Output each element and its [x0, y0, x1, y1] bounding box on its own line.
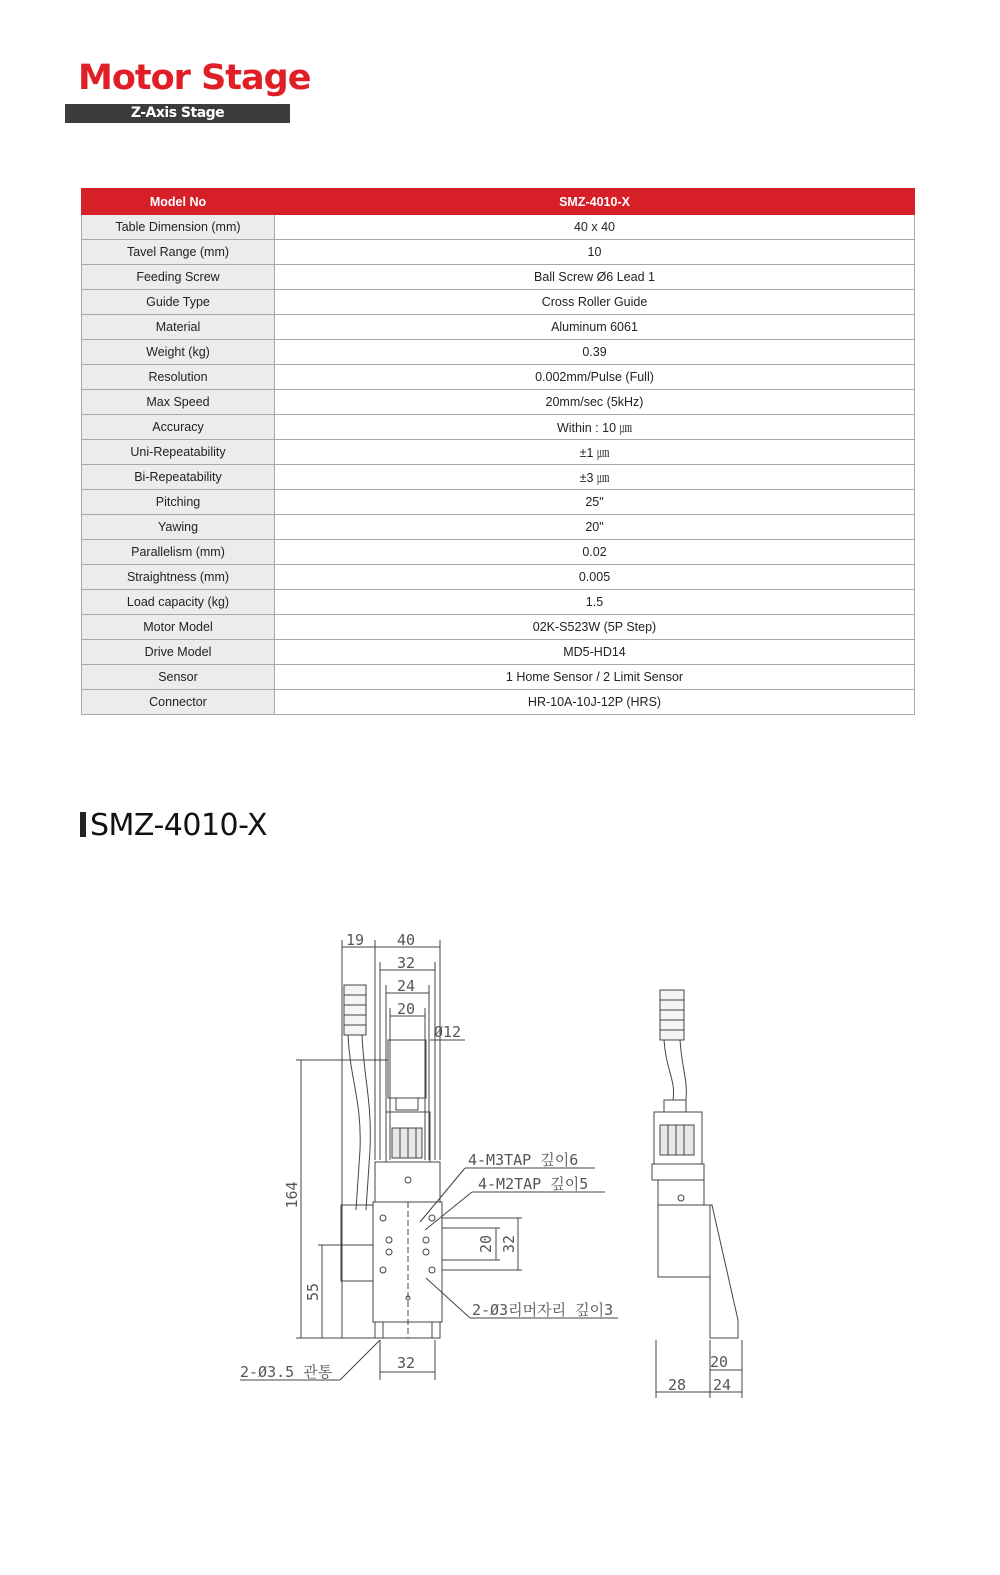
- table-row: [82, 590, 915, 615]
- note-thru-hole: 2-Ø3.5 관통: [240, 1363, 333, 1381]
- spec-value: 25": [275, 490, 915, 515]
- spec-value: 40 x 40: [275, 215, 915, 240]
- note-m2tap: 4-M2TAP 깊이5: [478, 1175, 589, 1193]
- table-row: [82, 490, 915, 515]
- spec-header-model: SMZ-4010-X: [275, 189, 915, 215]
- page-title: Motor Stage: [78, 58, 311, 98]
- spec-value: Ball Screw Ø6 Lead 1: [275, 265, 915, 290]
- spec-label: Sensor: [82, 665, 275, 690]
- note-reamer: 2-Ø3리머자리 깊이3: [472, 1301, 614, 1319]
- spec-value: HR-10A-10J-12P (HRS): [275, 690, 915, 715]
- spec-label: Parallelism (mm): [82, 540, 275, 565]
- spec-value: 20mm/sec (5kHz): [275, 390, 915, 415]
- spec-value: 0.005: [275, 565, 915, 590]
- spec-label: Load capacity (kg): [82, 590, 275, 615]
- dim-label-24-side: 24: [713, 1376, 732, 1394]
- spec-label: Yawing: [82, 515, 275, 540]
- table-row: [82, 690, 915, 715]
- spec-value: Cross Roller Guide: [275, 290, 915, 315]
- spec-label: Accuracy: [82, 415, 275, 440]
- dim-label-32-mid: 32: [500, 1234, 518, 1254]
- table-row: [82, 465, 915, 490]
- spec-table: [81, 188, 915, 715]
- spec-label: Guide Type: [82, 290, 275, 315]
- spec-label: Feeding Screw: [82, 265, 275, 290]
- dim-label-28-side: 28: [668, 1376, 687, 1394]
- spec-value: 0.39: [275, 340, 915, 365]
- page-subtitle-badge: Z-Axis Stage: [65, 104, 290, 123]
- table-row: [82, 515, 915, 540]
- table-row: [82, 265, 915, 290]
- dim-label-40: 40: [397, 931, 416, 949]
- spec-label: Material: [82, 315, 275, 340]
- table-row: [82, 215, 915, 240]
- spec-label: Tavel Range (mm): [82, 240, 275, 265]
- spec-label: Max Speed: [82, 390, 275, 415]
- table-row: [82, 540, 915, 565]
- table-row: [82, 665, 915, 690]
- table-row: [82, 340, 915, 365]
- spec-label: Uni-Repeatability: [82, 440, 275, 465]
- spec-label: Pitching: [82, 490, 275, 515]
- spec-value: 0.002mm/Pulse (Full): [275, 365, 915, 390]
- drawing-section-title: [80, 808, 267, 843]
- spec-value: 20": [275, 515, 915, 540]
- table-row: [82, 615, 915, 640]
- spec-table-header-row: [82, 189, 915, 215]
- spec-value: 1.5: [275, 590, 915, 615]
- dim-label-phi12: Ø12: [434, 1023, 462, 1041]
- dim-label-20-mid: 20: [477, 1234, 495, 1254]
- spec-value: ±3 ㎛: [275, 465, 915, 490]
- spec-value: 1 Home Sensor / 2 Limit Sensor: [275, 665, 915, 690]
- spec-label: Resolution: [82, 365, 275, 390]
- spec-value: MD5-HD14: [275, 640, 915, 665]
- drawing-section-title-text: SMZ-4010-X: [90, 808, 268, 843]
- table-row: [82, 440, 915, 465]
- spec-label: Table Dimension (mm): [82, 215, 275, 240]
- table-row: [82, 240, 915, 265]
- table-row: [82, 390, 915, 415]
- table-row: [82, 415, 915, 440]
- spec-value: 0.02: [275, 540, 915, 565]
- table-row: [82, 640, 915, 665]
- spec-value: 02K-S523W (5P Step): [275, 615, 915, 640]
- spec-label: Drive Model: [82, 640, 275, 665]
- spec-value: Aluminum 6061: [275, 315, 915, 340]
- dim-label-20-top: 20: [397, 1000, 416, 1018]
- table-row: [82, 565, 915, 590]
- spec-value: 10: [275, 240, 915, 265]
- table-row: [82, 315, 915, 340]
- spec-label: Motor Model: [82, 615, 275, 640]
- table-row: [82, 290, 915, 315]
- dim-label-164: 164: [283, 1181, 301, 1209]
- spec-value: ±1 ㎛: [275, 440, 915, 465]
- spec-label: Weight (kg): [82, 340, 275, 365]
- spec-label: Bi-Repeatability: [82, 465, 275, 490]
- spec-label: Connector: [82, 690, 275, 715]
- spec-header-label: Model No: [82, 189, 275, 215]
- dimension-drawing: [0, 900, 1000, 1420]
- dim-label-24: 24: [397, 977, 416, 995]
- spec-label: Straightness (mm): [82, 565, 275, 590]
- note-m3tap: 4-M3TAP 깊이6: [468, 1151, 579, 1169]
- dim-label-19: 19: [346, 931, 365, 949]
- table-row: [82, 365, 915, 390]
- spec-value: Within : 10 ㎛: [275, 415, 915, 440]
- dim-label-55: 55: [304, 1282, 322, 1302]
- title-bar-marker: [80, 812, 86, 837]
- dim-label-20-side: 20: [710, 1353, 729, 1371]
- dim-label-32-top: 32: [397, 954, 416, 972]
- dim-label-32-bottom: 32: [397, 1354, 416, 1372]
